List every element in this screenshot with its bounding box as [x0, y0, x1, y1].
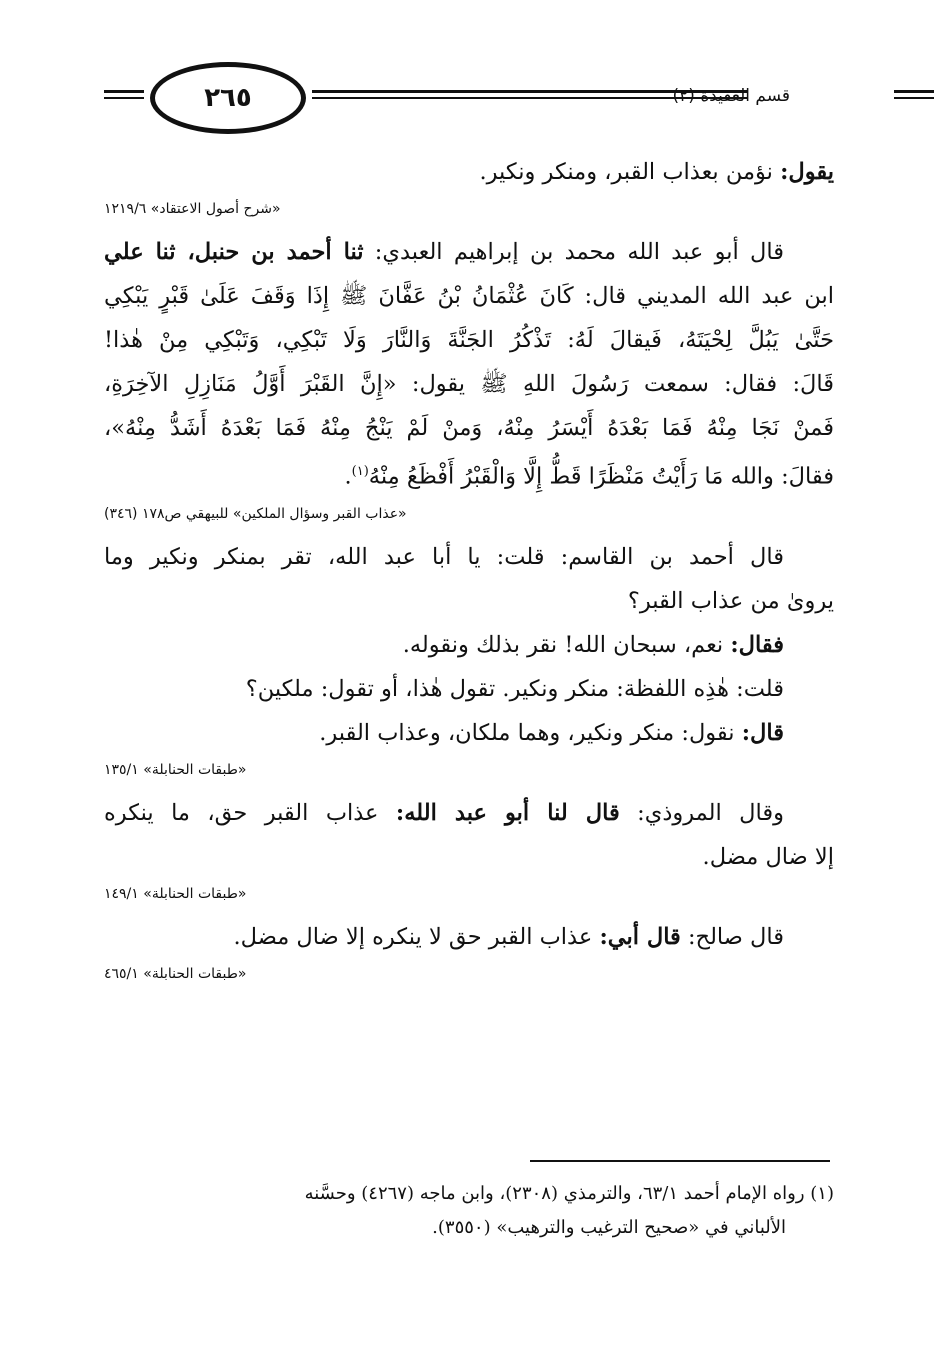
text-run: قال أبو عبد الله محمد بن إبراهيم العبدي:	[363, 239, 784, 265]
paragraph-line: إلا ضال مضل.	[702, 843, 834, 870]
header-rule	[894, 90, 934, 93]
source-citation: «طبقات الحنابلة» ٤٦٥/١	[104, 965, 247, 982]
footnote-marker[interactable]: (١)	[351, 464, 369, 479]
paragraph-line	[104, 623, 834, 667]
text-run: نعم، سبحان الله! نقر بذلك ونقوله.	[402, 631, 731, 658]
chain-narrators: ثنا أحمد بن حنبل، ثنا علي	[104, 239, 364, 265]
paragraph-line	[104, 230, 834, 274]
paragraph-line: قلت: هٰذِه اللفظة: منكر ونكير. تقول هٰذا، أو تقول: ملكين؟	[245, 675, 784, 702]
text-run: نؤمن بعذاب القبر، ومنكر ونكير.	[479, 159, 781, 185]
paragraph-line: قال أحمد بن القاسم: قلت: يا أبا عبد الله، تقر بمنكر ونكير وما	[104, 543, 784, 570]
speaker-label: قال:	[741, 719, 784, 746]
page-number: ٢٦٥	[204, 83, 252, 113]
footnote-line: الألباني في «صحيح الترغيب والترهيب» (٣٥٥٠).	[432, 1217, 786, 1238]
page-number-badge	[150, 62, 306, 134]
footnote-line: (١) رواه الإمام أحمد ٦٣/١، والترمذي (٢٣٠٨)، وابن ماجه (٤٢٦٧) وحسَّنه	[304, 1183, 834, 1204]
header-rule	[894, 97, 934, 99]
paragraph-line	[104, 915, 834, 959]
paragraph-line	[104, 711, 834, 755]
footnotes	[104, 1177, 834, 1245]
header-rule	[104, 90, 144, 93]
running-title: قسم العقيدة (٢)	[672, 86, 790, 106]
chain-narrators: قال لنا أبو عبد الله:	[395, 799, 620, 826]
text-run: عذاب القبر حق لا ينكره إلا ضال مضل.	[233, 923, 600, 950]
footnote-separator	[530, 1160, 830, 1162]
text-run: .	[344, 463, 352, 490]
paragraph-line	[104, 791, 834, 835]
source-citation: «طبقات الحنابلة» ١٣٥/١	[104, 761, 247, 778]
paragraph-line: يروىٰ من عذاب القبر؟	[627, 587, 834, 614]
source-citation: «طبقات الحنابلة» ١٤٩/١	[104, 885, 247, 902]
paragraph-line	[104, 150, 834, 194]
text-run: فقالَ: والله مَا رَأَيْتُ مَنْظَرًا قَطُّ إِلَّا وَالْقَبْرُ أَفْظَعُ مِنْهُ	[368, 463, 834, 490]
header-rule	[104, 97, 144, 99]
paragraph-line	[104, 450, 834, 499]
page-header	[104, 62, 834, 138]
text-run: وقال المروذي:	[619, 799, 784, 826]
paragraph-line: ابن عبد الله المديني قال: كَانَ عُثْمَانُ بْنُ عَفَّانَ ﷺ إِذَا وَقَفَ عَلَىٰ قَبْرٍ يَبْكِي	[104, 283, 834, 309]
source-citation: «شرح أصول الاعتقاد» ١٢١٩/٦	[104, 201, 281, 217]
paragraph-line: حَتَّىٰ يَبُلَّ لِحْيَتَهُ، فَيقالَ لَهُ: تَذْكُرُ الجَنَّةَ وَالنَّارَ وَلَا تَبْكِي، وَتَبْكِي مِنْ هٰذا!	[104, 327, 834, 353]
speaker-label: يقول:	[780, 159, 834, 185]
paragraph-line: فَمنْ نَجَا مِنْهُ فَمَا بَعْدَهُ أَيْسَرُ مِنْهُ، وَمنْ لَمْ يَنْجُ مِنْهُ فَمَا بَعْدَهُ أَشَدُّ مِنْهُ»،	[104, 415, 834, 441]
text-run: نقول: منكر ونكير، وهما ملكان، وعذاب القبر.	[319, 719, 742, 746]
text-run: قال صالح:	[680, 923, 784, 950]
speaker-label: قال أبي:	[599, 923, 681, 950]
paragraph-line: قَالَ: فقال: سمعت رَسُولَ اللهِ ﷺ يقول: «إِنَّ القَبْرَ أَوَّلُ مَنَازِلِ الآخِرَةِ،	[104, 371, 834, 397]
main-text	[104, 150, 834, 995]
speaker-label: فقال:	[730, 631, 784, 658]
text-run: عذاب القبر حق، ما ينكره	[104, 799, 396, 826]
source-citation: «عذاب القبر وسؤال الملكين» للبيهقي ص١٧٨ (٣٤٦)	[104, 505, 407, 522]
